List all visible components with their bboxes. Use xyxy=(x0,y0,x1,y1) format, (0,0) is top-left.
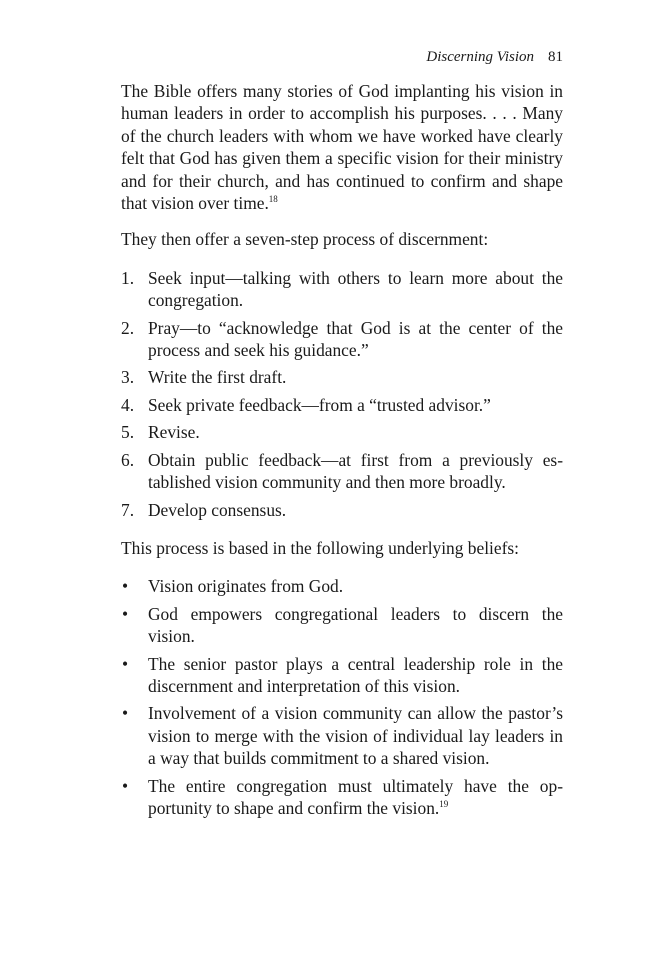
list-item-text: Pray—to “acknowledge that God is at the center of the process and seek his guidance.” xyxy=(148,317,563,361)
list-item xyxy=(121,267,563,312)
list-item xyxy=(121,653,563,698)
list-item xyxy=(121,449,563,494)
list-item-text: Obtain public feedback—at first from a previously established vision community and then more broadly. xyxy=(148,449,563,493)
list-item-text: Develop consensus. xyxy=(148,499,287,520)
list-item-text: The entire congregation must ultimately have the opportunity to shape and confirm the vision. xyxy=(148,775,563,818)
list-item xyxy=(121,702,563,769)
bullet-icon: • xyxy=(122,775,129,796)
footnote-ref-18: 18 xyxy=(268,194,278,205)
list-number: 3. xyxy=(121,367,135,388)
list-item-text: Seek private feedback—from a “trusted advisor.” xyxy=(148,394,491,415)
beliefs-intro: This process is based in the following underlying beliefs: xyxy=(121,537,519,558)
footnote-ref-19: 19 xyxy=(439,798,449,809)
list-item-text: Revise. xyxy=(148,422,200,443)
list-item-text: Vision originates from God. xyxy=(148,576,344,597)
list-item xyxy=(121,603,563,648)
list-number: 6. xyxy=(121,449,135,470)
list-item xyxy=(121,575,563,597)
bullet-icon: • xyxy=(122,603,129,624)
list-number: 7. xyxy=(121,499,135,520)
list-number: 1. xyxy=(121,267,135,288)
discernment-steps-list xyxy=(121,267,563,521)
list-number: 5. xyxy=(121,422,135,443)
list-item-text: God empowers congregational leaders to discern the vision. xyxy=(148,603,563,647)
bullet-icon: • xyxy=(122,653,129,674)
list-number: 4. xyxy=(121,394,135,415)
running-head xyxy=(426,47,563,67)
block-quote-text: The Bible offers many stories of God implanting his vision in human leaders in order to accomplish his purposes. . . . Many of the church leaders with whom we have worked have clearly felt that God has given them a specific vision for their ministry and for their church, and has continued to confirm and shape that vision over time. xyxy=(121,81,563,214)
page-body xyxy=(121,80,563,835)
block-quote xyxy=(121,80,563,214)
list-number: 2. xyxy=(121,317,135,338)
list-item xyxy=(121,421,563,443)
list-item xyxy=(121,394,563,416)
list-item xyxy=(121,499,563,521)
bullet-icon: • xyxy=(122,576,129,597)
list-item xyxy=(121,366,563,388)
page-number: 81 xyxy=(548,49,563,65)
steps-intro: They then offer a seven-step process of discernment: xyxy=(121,229,489,250)
bullet-icon: • xyxy=(122,703,129,724)
list-item-text: The senior pastor plays a central leadership role in the discernment and interpretation of this vision. xyxy=(148,653,563,696)
beliefs-list xyxy=(121,575,563,819)
list-item-text: Seek input—talking with others to learn more about the congregation. xyxy=(148,267,563,311)
running-head-title: Discerning Vision xyxy=(426,49,534,65)
list-item xyxy=(121,317,563,362)
list-item-text: Involvement of a vision community can allow the pastor’s vision to merge with the vision of individual lay leaders in a way that builds commitment to a shared vision. xyxy=(148,703,563,769)
list-item-text: Write the first draft. xyxy=(148,367,287,388)
list-item xyxy=(121,775,563,820)
